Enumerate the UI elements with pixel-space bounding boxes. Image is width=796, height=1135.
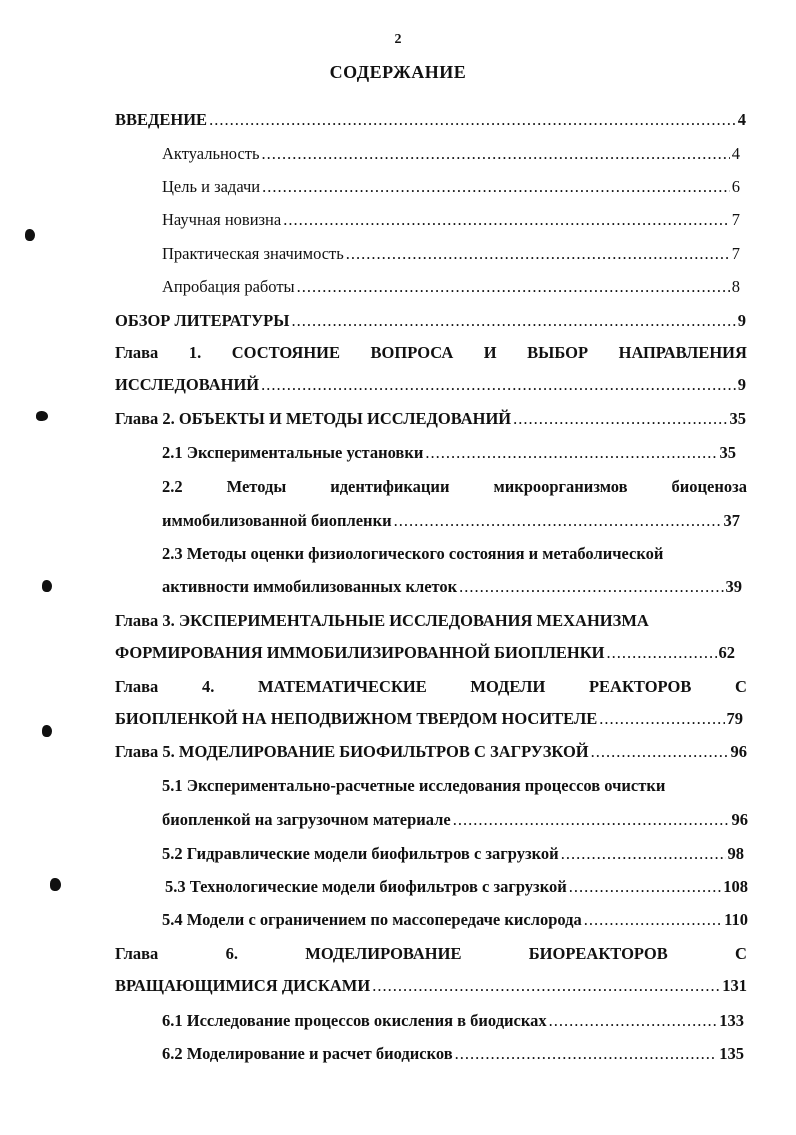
toc-entry-chapter-1 [115,342,747,364]
toc-entry-approbation [162,276,740,298]
toc-word: Методы [226,477,287,496]
toc-word: БИОРЕАКТОРОВ [528,944,668,963]
page-number: 2 [394,32,402,47]
toc-entry-title: Глава 3. ЭКСПЕРИМЕНТАЛЬНЫЕ ИССЛЕДОВАНИЯ МЕХАНИЗМА [115,611,649,630]
toc-entry-2-1 [162,442,736,464]
toc-entry-introduction [115,109,746,131]
scan-artifact [36,411,48,421]
toc-page-number: 35 [719,443,736,462]
toc-entry-title: Актуальность [162,144,260,163]
toc-entry-title: ИССЛЕДОВАНИЙ [115,375,260,394]
toc-page-number: 98 [727,844,744,863]
toc-page-number: 9 [737,311,746,330]
toc-word: идентификации [330,477,450,496]
toc-entry-practical [162,243,740,265]
toc-entry-title: 2.3 Методы оценки физиологического состояния и метаболической [162,544,664,563]
toc-page-number: 9 [737,375,746,394]
toc-leader [455,1043,718,1065]
toc-word: МОДЕЛИРОВАНИЕ [305,944,462,963]
toc-word: 1. [188,343,202,362]
toc-entry-title: Практическая значимость [162,244,344,263]
toc-entry-title: ВВЕДЕНИЕ [115,110,208,129]
toc-entry-2-3-cont [162,576,742,598]
toc-leader [561,843,726,865]
page-title: СОДЕРЖАНИЕ [329,62,467,82]
toc-entry-title: Апробация работы [162,277,295,296]
toc-page-number: 79 [726,709,743,728]
toc-page-number: 133 [719,1011,744,1030]
toc-entry-title: 2.1 Экспериментальные установки [162,443,424,462]
toc-entry-title: ВРАЩАЮЩИМИСЯ ДИСКАМИ [115,976,371,995]
toc-word: ВЫБОР [527,343,589,362]
toc-entry-title: 5.1 Экспериментально-расчетные исследования процессов очистки [162,776,666,795]
scan-artifact [50,878,61,891]
toc-page-number: 110 [724,910,748,929]
toc-leader [453,809,730,831]
toc-entry-5-1-cont [162,809,748,831]
toc-page-number: 37 [723,511,740,530]
toc-word: микроорганизмов [493,477,628,496]
toc-page-number: 7 [731,210,740,229]
toc-leader [459,576,723,598]
toc-entry-chapter-6-cont [115,975,747,997]
toc-entry-literature-review [115,310,746,332]
toc-leader [607,642,717,664]
toc-entry-title: 5.4 Модели с ограничением по массопередаче кислорода [162,910,582,929]
toc-word: С [735,677,747,696]
toc-entry-chapter-4-cont [115,708,743,730]
toc-entry-2-2 [162,476,747,498]
toc-page-number: 35 [729,409,746,428]
toc-entry-novelty [162,209,740,231]
toc-word: МОДЕЛИ [470,677,546,696]
toc-leader [425,442,717,464]
toc-leader [549,1010,718,1032]
toc-entry-title: Глава 2. ОБЪЕКТЫ И МЕТОДЫ ИССЛЕДОВАНИЙ [115,409,512,428]
toc-entry-5-4 [162,909,748,931]
toc-entry-title: 6.1 Исследование процессов окисления в биодисках [162,1011,547,1030]
toc-word: МАТЕМАТИЧЕСКИЕ [258,677,427,696]
toc-leader [283,209,730,231]
toc-leader [394,510,722,532]
toc-entry-chapter-2 [115,408,746,430]
toc-word: И [483,343,497,362]
toc-word: 4. [201,677,215,696]
toc-word: С [735,944,747,963]
toc-entry-2-3 [162,543,746,565]
toc-leader [262,176,730,198]
toc-page-number: 62 [718,643,735,662]
toc-entry-6-1 [162,1010,744,1032]
toc-entry-chapter-1-cont [115,374,746,396]
toc-leader [209,109,736,131]
toc-entry-title: биопленкой на загрузочном материале [162,810,451,829]
toc-page-number: 4 [737,110,746,129]
toc-entry-6-2 [162,1043,744,1065]
toc-word: Глава [115,343,159,362]
toc-word: 6. [225,944,238,963]
toc-entry-title: Научная новизна [162,210,282,229]
toc-entry-title: БИОПЛЕНКОЙ НА НЕПОДВИЖНОМ ТВЕРДОМ НОСИТЕЛЕ [115,709,598,728]
toc-entry-relevance [162,143,740,165]
toc-word: биоценоза [671,477,747,496]
toc-entry-5-2 [162,843,744,865]
toc-entry-title: Глава 5. МОДЕЛИРОВАНИЕ БИОФИЛЬТРОВ С ЗАГРУЗКОЙ [115,742,589,761]
toc-entry-5-1 [162,775,748,797]
toc-leader [262,143,730,165]
scan-artifact [42,725,52,737]
toc-entry-title: иммобилизованной биопленки [162,511,392,530]
toc-entry-title: ФОРМИРОВАНИЯ ИММОБИЛИЗИРОВАННОЙ БИОПЛЕНКИ [115,643,605,662]
toc-entry-5-3 [165,876,748,898]
toc-leader [584,909,722,931]
toc-entry-title: 6.2 Моделирование и расчет биодисков [162,1044,453,1063]
toc-entry-chapter-6 [115,943,747,965]
toc-page-number: 39 [725,577,742,596]
toc-entry-chapter-3 [115,610,747,632]
toc-leader [513,408,727,430]
toc-leader [372,975,720,997]
toc-page-number: 6 [731,177,740,196]
toc-page-number: 108 [723,877,748,896]
toc-page-number: 7 [731,244,740,263]
toc-page-number: 135 [719,1044,744,1063]
toc-word: СОСТОЯНИЕ [231,343,341,362]
toc-page-number: 96 [730,742,747,761]
toc-word: НАПРАВЛЕНИЯ [618,343,747,362]
toc-leader [291,310,735,332]
toc-entry-chapter-4 [115,676,747,698]
toc-entry-title: 5.2 Гидравлические модели биофильтров с загрузкой [162,844,559,863]
toc-entry-2-2-cont [162,510,740,532]
toc-word: 2.2 [162,477,183,496]
toc-page-number: 8 [731,277,740,296]
toc-leader [591,741,729,763]
toc-entry-title: ОБЗОР ЛИТЕРАТУРЫ [115,311,290,330]
toc-leader [346,243,730,265]
toc-leader [297,276,730,298]
toc-page-number: 131 [722,976,747,995]
toc-entry-title: активности иммобилизованных клеток [162,577,458,596]
scan-artifact [42,580,52,592]
toc-leader [261,374,736,396]
toc-entry-goals [162,176,740,198]
toc-entry-chapter-5 [115,741,747,763]
toc-entry-title: Цель и задачи [162,177,261,196]
toc-leader [599,708,724,730]
toc-page-number: 4 [731,144,740,163]
toc-word: Глава [115,944,159,963]
toc-leader [569,876,722,898]
scan-artifact [25,229,35,241]
toc-word: Глава [115,677,159,696]
toc-word: ВОПРОСА [370,343,454,362]
toc-word: РЕАКТОРОВ [588,677,692,696]
toc-page-number: 96 [731,810,748,829]
toc-entry-chapter-3-cont [115,642,735,664]
toc-entry-title: 5.3 Технологические модели биофильтров с загрузкой [165,877,567,896]
